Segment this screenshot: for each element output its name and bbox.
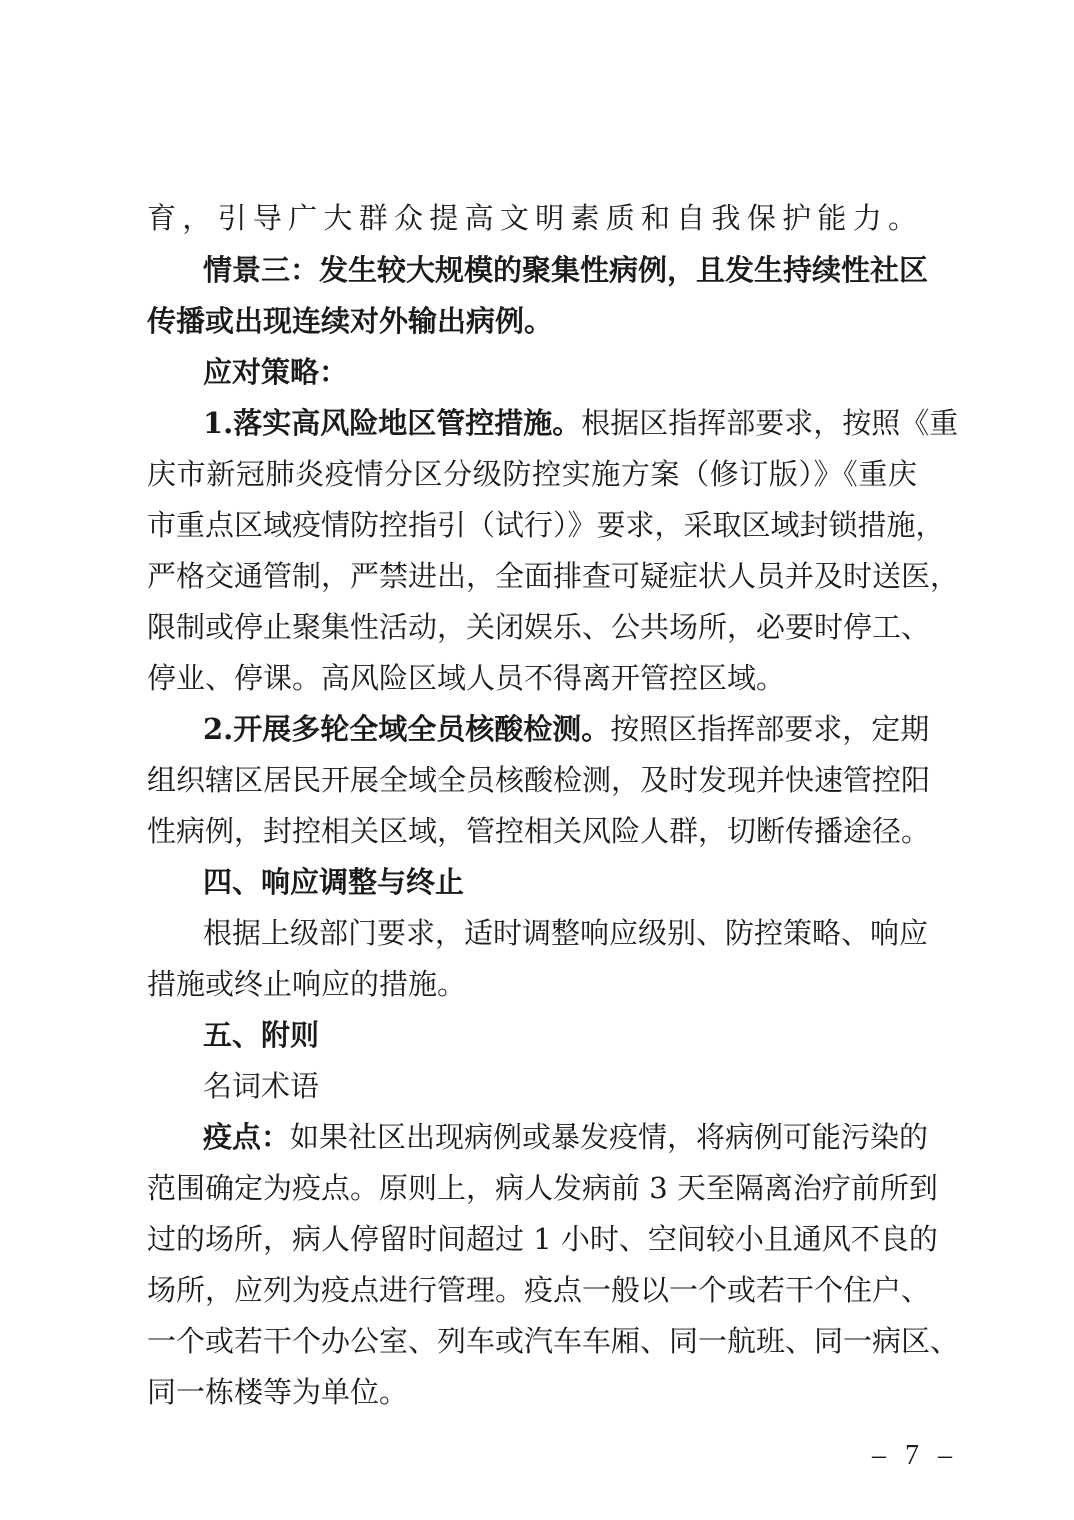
page-number: – 7 – [872,1440,958,1471]
body-text-line: 同一栋楼等为单位。 [147,1375,409,1409]
body-text-line: 根据上级部门要求，适时调整响应级别、防控策略、响应 [203,916,929,950]
body-text-line: 措施或终止响应的措施。 [147,967,467,1001]
body-text-line: 庆市新冠肺炎疫情分区分级防控实施方案（修订版）》《重庆 [147,457,917,491]
scenario-three-heading-cont: 传播或出现连续对外输出病例。 [147,304,554,338]
body-text-line: 严格交通管制，严禁进出，全面排查可疑症状人员并及时送医， [147,559,960,593]
body-text-line: 市重点区域疫情防控指引（试行）》要求，采取区域封锁措施， [147,508,945,542]
strategy-label: 应对策略： [203,355,349,389]
term-epidemic-point-line [203,1117,929,1157]
measure-2-line [203,709,930,749]
body-text-line: 组织辖区居民开展全域全员核酸检测，及时发现并快速管控阳 [147,763,931,797]
section-five-heading: 五、附则 [203,1018,320,1052]
scenario-three-heading: 情景三：发生较大规模的聚集性病例，且发生持续性社区 [203,253,929,287]
glossary-label: 名词术语 [203,1069,320,1103]
term-epidemic-point-title: 疫点： [203,1120,291,1154]
body-text-line: 停业、停课。高风险区域人员不得离开管控区域。 [147,661,786,695]
measure-2-title: 2.开展多轮全域全员核酸检测。 [203,712,611,746]
body-text-line: 限制或停止聚集性活动，关闭娱乐、公共场所，必要时停工、 [147,610,931,644]
measure-2-text: 按照区指挥部要求，定期 [610,712,930,746]
body-text-line: 场所，应列为疫点进行管理。疫点一般以一个或若干个住户、 [147,1273,931,1307]
body-text-line: 范围确定为疫点。原则上，病人发病前 3 天至隔离治疗前所到 [147,1171,938,1205]
body-text-line: 性病例，封控相关区域，管控相关风险人群，切断传播途径。 [147,814,931,848]
measure-1-text: 根据区指挥部要求，按照《重 [581,406,959,440]
body-text-line: 一个或若干个办公室、列车或汽车车厢、同一航班、同一病区、 [147,1324,960,1358]
body-text-line: 育，引导广大群众提高文明素质和自我保护能力。 [147,201,917,235]
term-epidemic-point-text: 如果社区出现病例或暴发疫情，将病例可能污染的 [290,1120,929,1154]
measure-1-line [203,403,959,443]
measure-1-title: 1.落实高风险地区管控措施。 [203,406,582,440]
body-text-line: 过的场所，病人停留时间超过 1 小时、空间较小且通风不良的 [147,1222,938,1256]
section-four-heading: 四、响应调整与终止 [203,865,465,899]
